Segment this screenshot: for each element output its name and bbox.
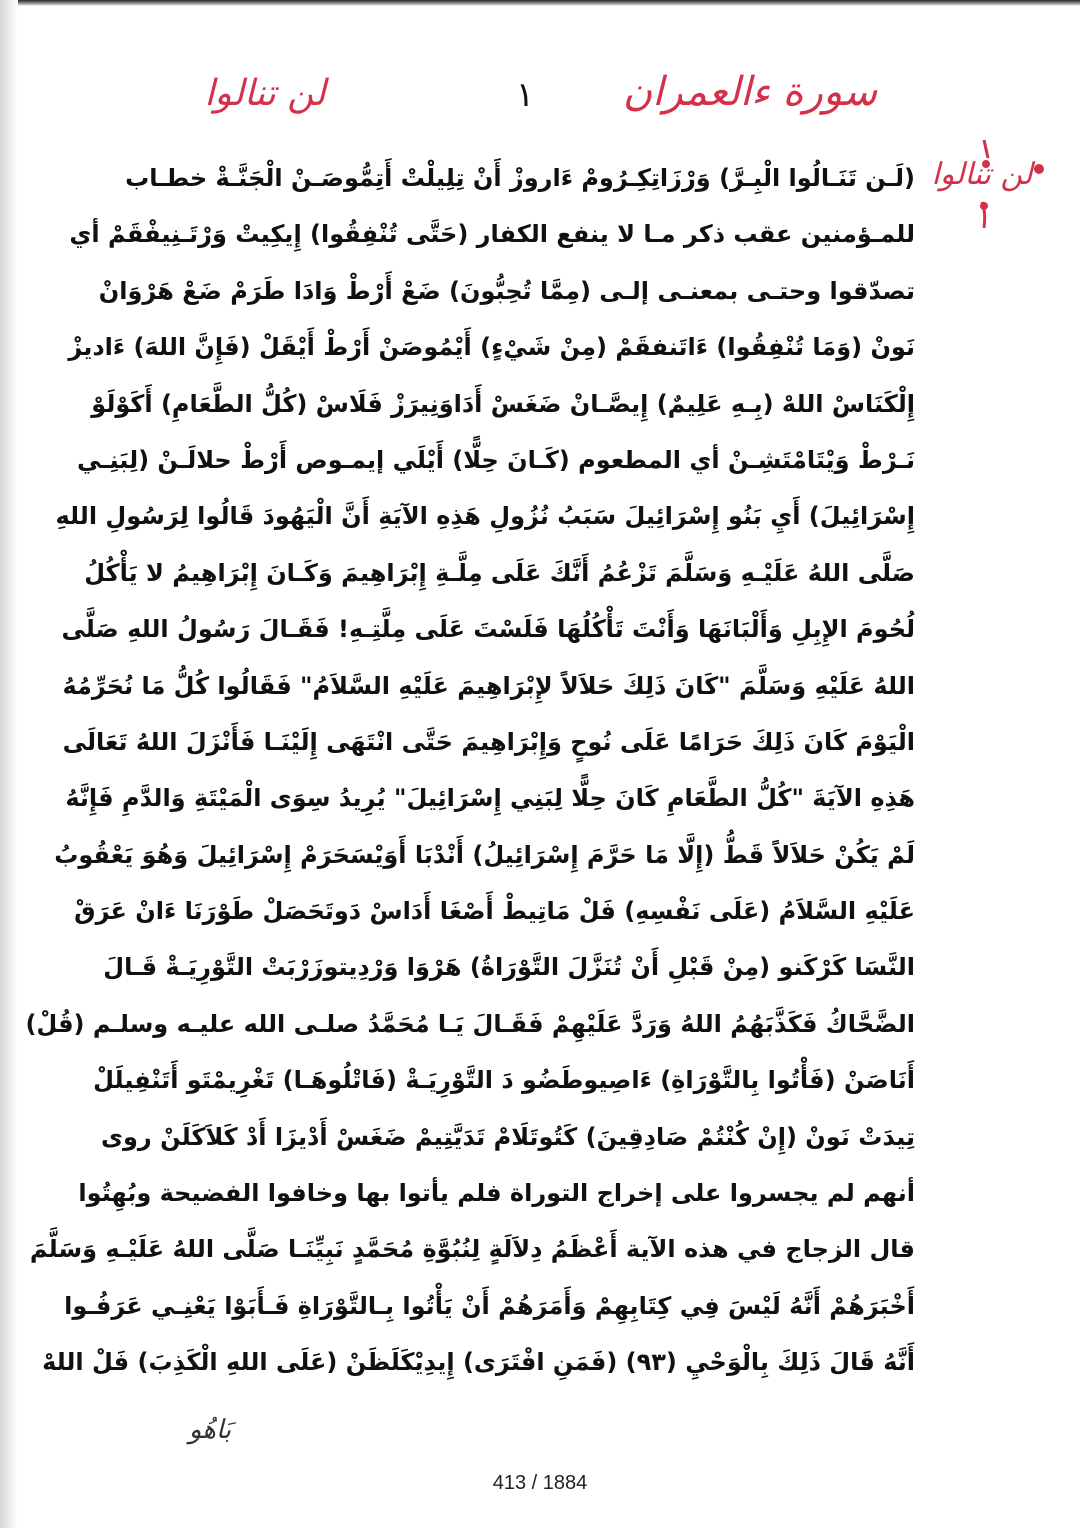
text-line: لَمْ يَكُنْ حَلاَلاً قَطُّ (إِلَّا مَا حَرَّمَ إِسْرَائِيلُ) أَنْدْبَا أَوَيْسَحَرَمْ إِسْرَائِيلَ وَهُوَ يَعْقُوبُ xyxy=(54,840,915,869)
text-line: الْيَوْمَ كَانَ ذَلِكَ حَرَامًا عَلَى نُوحٍ وَإِبْرَاهِيمَ حَتَّى انْتَهَى إِلَيْنَـا فَأَنْزَلَ اللهُ تَعَالَى xyxy=(62,727,915,756)
text-line: تِيدَتْ نَونْ (إِنْ كُنْتُمْ صَادِقِينَ) كَتُوتَلَامْ تَدَيَّتِيمْ ضَغَسْ أَدْيزَا أَدْ كَلاَكَلَنْ روى xyxy=(101,1122,915,1151)
text-line: إِسْرَائِيلَ) أَيِ بَنُو إِسْرَائِيلَ سَبَبُ نُزُولِ هَذِهِ الآيَةِ أَنَّ الْيَهُودَ قَالُوا لِرَسُولِ اللهِ xyxy=(55,502,915,531)
text-line: نَونْ (وَمَا تُنْفِقُوا) ءَاتَنفقَمْ (مِنْ شَيْءٍ) أَيْمُوصَنْ أَرْطْ أَيْقَلْ (فَإِنَّ اللهَ) ءَاديزْ xyxy=(68,333,915,362)
side-annotation-label: لن تنالوا xyxy=(931,157,1033,192)
text-line: أَنَاصَنْ (فَأْتُوا بِالتَّوْرَاةِ) ءَاصِيوطَضُو دَ التَّوْرِيَـةْ (فَاتْلُوهَـا) تَغْرِيمْتَو أَتَنْفِيلَلْ xyxy=(93,1066,915,1095)
text-line: إِلْكَنَاسْ اللهْ (بِـهِ عَلِيمٌ) إِيصَّـانْ ضَغَسْ أَدَاوَنِيرَزْ فَلَاسْ (كُلُّ الطَّعَامِ) أَكَوْلَوْ xyxy=(91,389,915,418)
text-line: لُحُومَ الإِبِلِ وَأَلْبَانَهَا وَأَنْتَ تَأْكُلُهَا فَلَسْتَ عَلَى مِلَّتِـهِ! فَقَـالَ رَسُولُ اللهِ صَلَّى xyxy=(61,615,915,644)
text-line: صَلَّى اللهُ عَلَيْـهِ وَسَلَّمَ تَزْعُمُ أَنَّكَ عَلَى مِلَّـةِ إِبْرَاهِيمَ وَكَـانَ إِبْرَاهِيمُ لا يَأْكُلُ xyxy=(84,558,915,587)
text-line: هَذِهِ الآيَةَ "كُلُّ الطَّعَامِ كَانَ حِلًّا لِبَنِي إِسْرَائِيلَ" يُرِيدُ سِوَى الْمَيْتَةِ وَالدَّمِ فَإِنَّهُ xyxy=(65,784,915,813)
text-line: نَـرْطْ وَيْتَامْتَشِـنْ أي المطعوم (كَـانَ حِلًّا) أَيْلَي إيمـوص أَرْطْ حلالَـنْ (لِبَنِـي xyxy=(76,445,915,474)
margin-note: لن تنالوا xyxy=(204,73,326,114)
bullet-icon xyxy=(1034,164,1044,174)
surah-title: سورة ءالعمران xyxy=(622,69,878,115)
text-line: النَّسَا كَرْكَنو (مِنْ قَبْلِ أَنْ تُنَزَّلَ التَّوْرَاةُ) هَرْوَا وَرْدِيتوزَرْبَتْ التَّوْرِيَـةْ قَـالَ xyxy=(103,953,915,982)
page-number: 413 / 1884 xyxy=(492,1472,588,1494)
scan-left-edge xyxy=(0,0,18,1528)
text-line: أَنَّهُ قَالَ ذَلِكَ بِالْوَحْيِ (٩٣) (فَمَنِ افْتَرَى) إِيدِيْكَلَظَنْ (عَلَى اللهِ الْكَذِبَ) فَلْ اللهْ xyxy=(42,1348,915,1377)
text-line: تصدّقوا وحتـى بمعنـى إلـى (مِمَّا تُحِبُّونَ) ضَعْ أَرْطْ وَادَا طَرَمْ ضَعْ هَرْوَانْ xyxy=(98,276,915,305)
text-line: الضَّحَّاكُ فَكَذَّبَهُمُ اللهُ وَرَدَّ عَلَيْهِمْ فَقَـالَ يَـا مُحَمَّدُ صلـى الله عليـه وسلـم (قُلْ) xyxy=(25,1009,915,1038)
text-line: أَخْبَرَهُمْ أَنَّهُ لَيْسَ فِي كِتَابِهِمْ وَأَمَرَهُمْ أَنْ يَأْتُوا بِـالتَّوْرَاةِ فَـأَبَوْا يَعْنِـي عَرَفُـوا xyxy=(64,1291,915,1320)
text-line: عَلَيْهِ السَّلاَمُ (عَلَى نَفْسِهِ) فَلْ مَاتِيطْ أَصْغَا أَدَاسْ دَوتَحَصَلْ طَوْرَنَا ءَانْ عَرَقْ xyxy=(74,897,915,926)
text-line: قال الزجاج في هذه الآية أَعْظَمُ دِلاَلَةٍ لِنُبُوَّةِ مُحَمَّدٍ نَبِيِّنَـا صَلَّى اللهُ عَلَيْـهِ وَسَلَّمَ xyxy=(29,1235,915,1264)
page-marker: ١ xyxy=(515,75,535,115)
side-annotation xyxy=(922,140,1062,230)
text-line: للمـؤمنين عقب ذكر مـا لا ينفع الكفار (حَتَّى تُنْفِقُوا) إِيكِيتْ وَرْتَـنِيفْقَمْ أي xyxy=(69,220,915,249)
main-text xyxy=(25,150,915,1391)
text-line: أنهم لم يجسروا على إخراج التوراة فلم يأتوا بها وخافوا الفضيحة وبُهِتُوا xyxy=(78,1179,915,1208)
text-line: (لَـن تَنَـالُوا الْبِـرَّ) وَرْزَاتِكِـرُومْ ءَاروزْ أَنْ تِلِيلْتْ أَتِمُّوصَـنْ الْجَنَّـةْ خطـاب xyxy=(125,164,915,192)
handwritten-signature: بَاهُو xyxy=(188,1415,232,1445)
scan-top-edge xyxy=(0,0,1080,6)
text-line: اللهُ عَلَيْهِ وَسَلَّمَ "كَانَ ذَلِكَ حَلاَلاً لإِبْرَاهِيمَ عَلَيْهِ السَّلاَمُ" فَقَالُوا كُلُّ مَا نُحَرِّمُهُ xyxy=(62,671,915,700)
